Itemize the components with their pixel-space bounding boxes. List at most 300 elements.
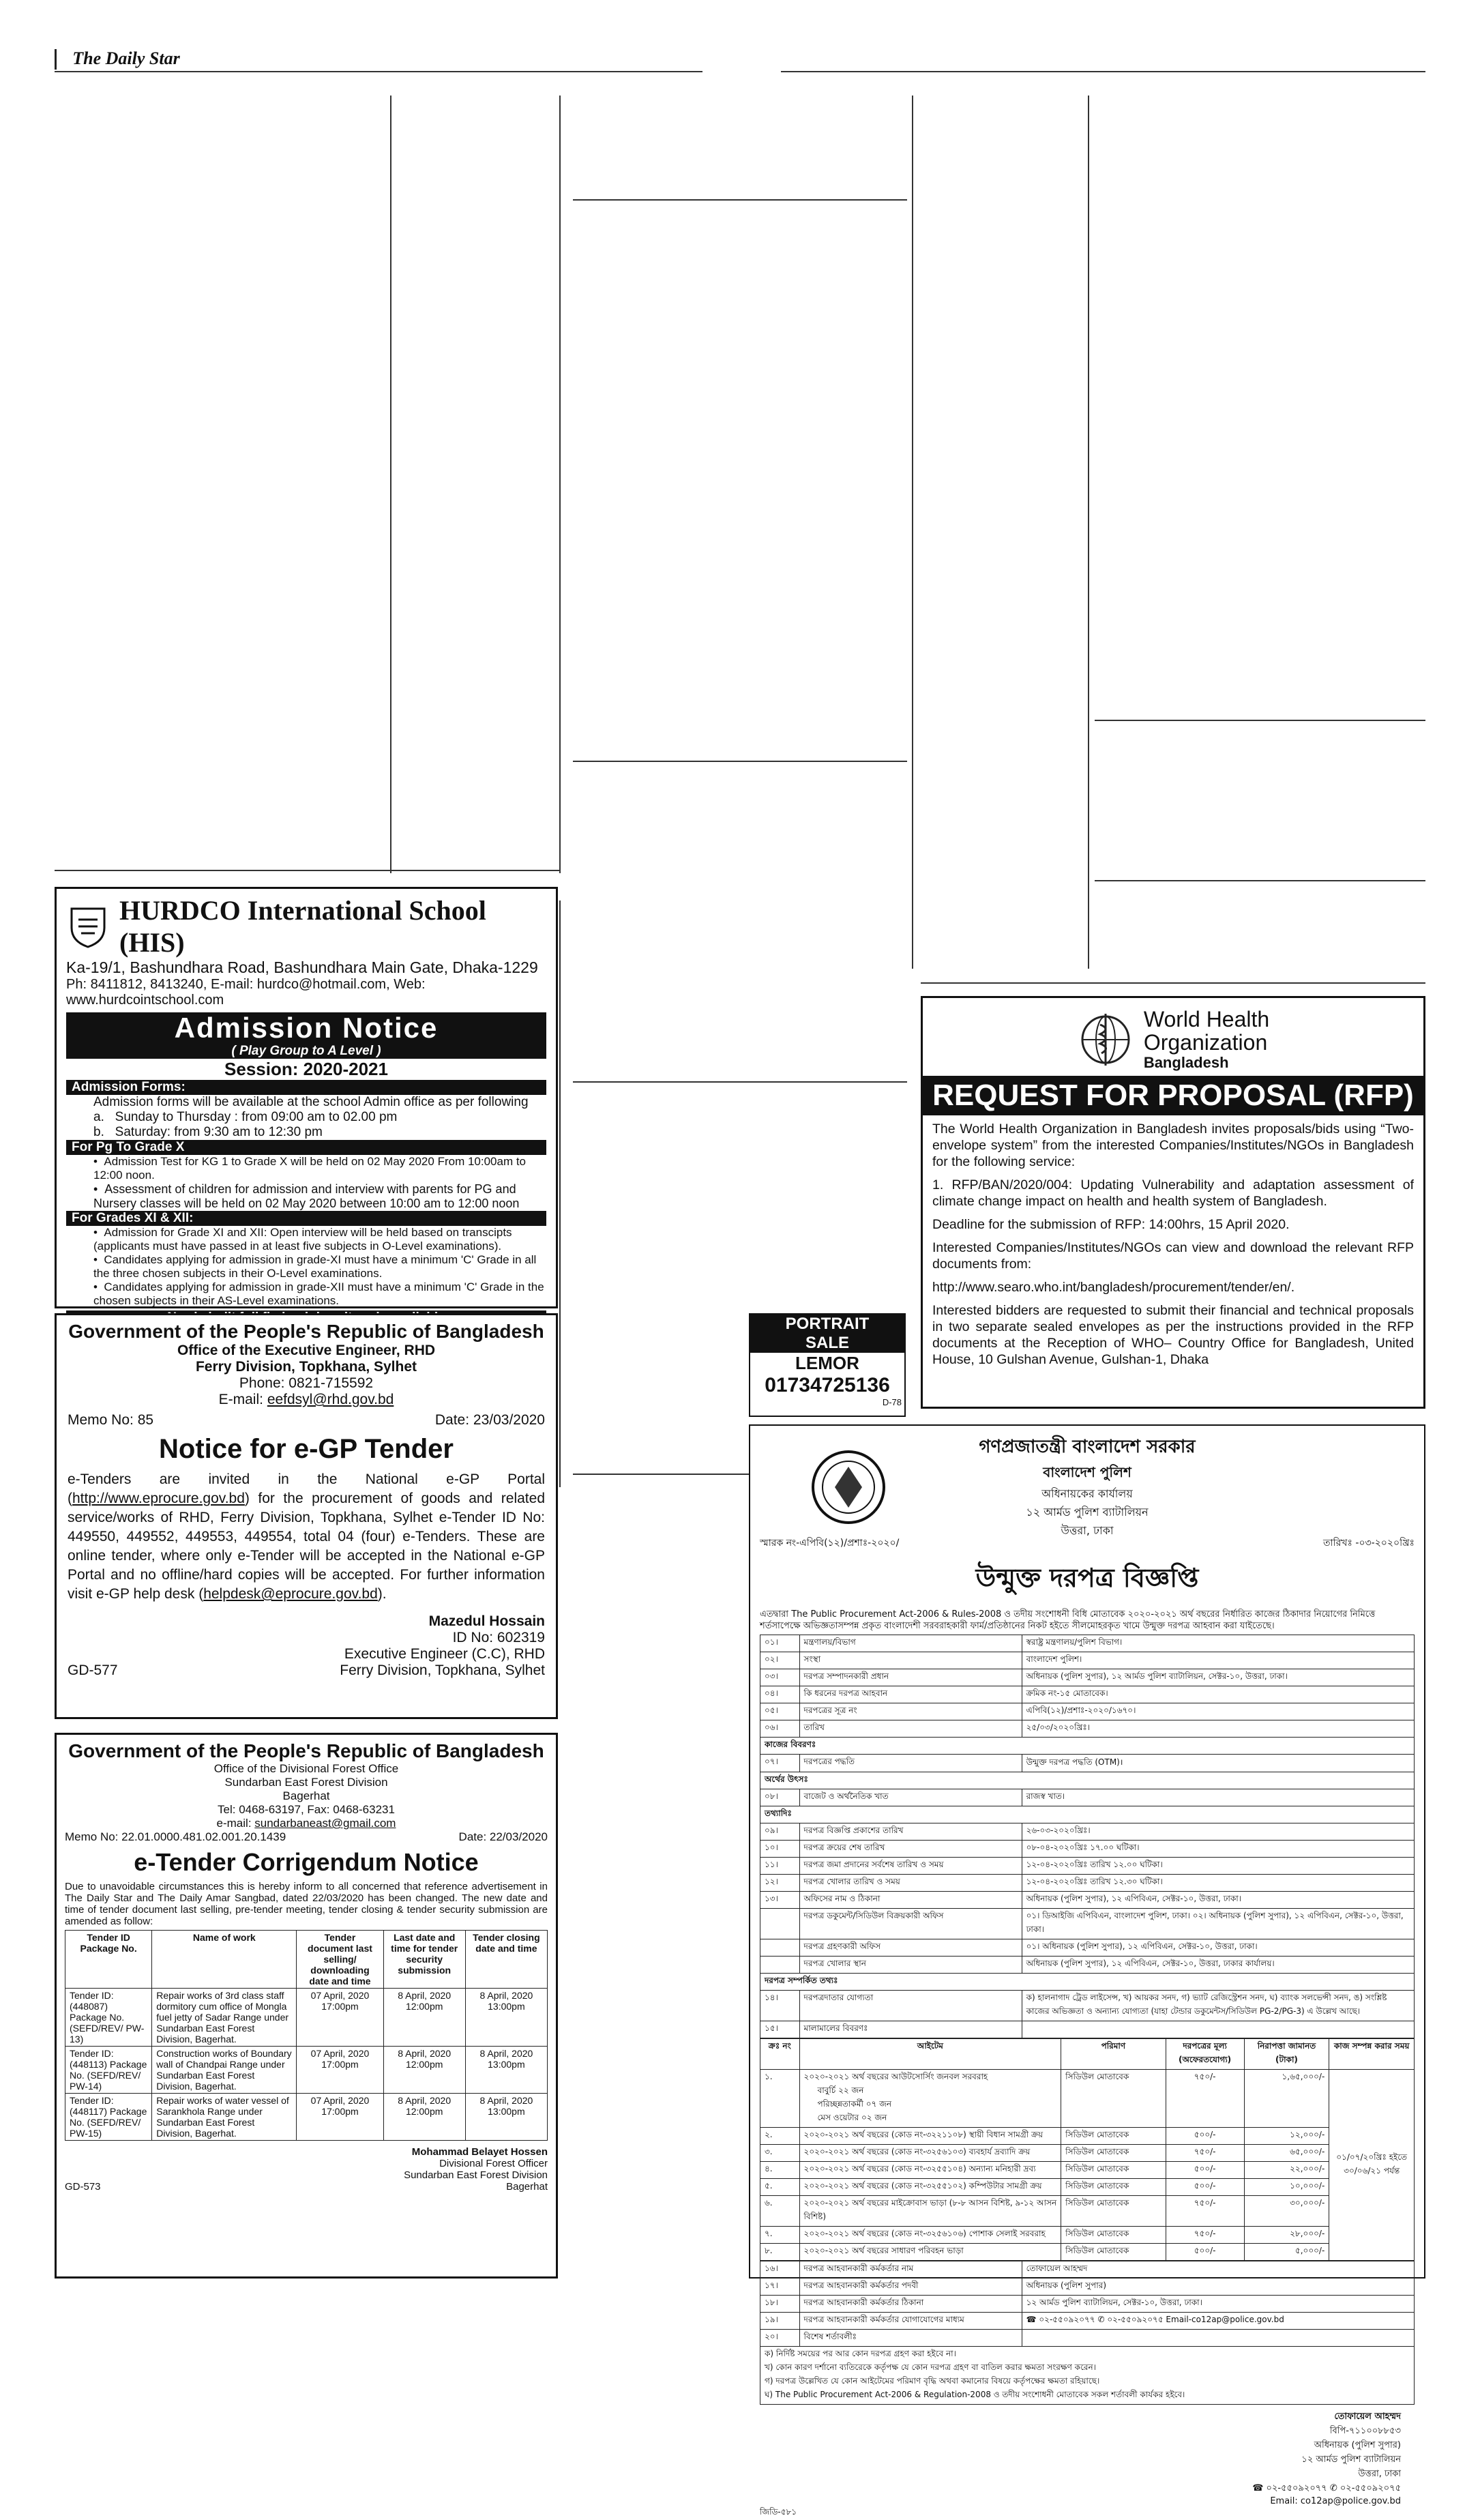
school-address: Ka-19/1, Bashundhara Road, Bashundhara Main Gate, Dhaka-1229 [66, 958, 538, 976]
table-row [65, 2094, 548, 2141]
row-number: ০৮। [760, 1789, 800, 1806]
forest-signer-division: Sundarban East Forest Division [404, 2169, 548, 2181]
table-row [760, 1669, 1415, 1686]
tender-sec: 8 April, 2020 12:00pm [383, 2094, 465, 2141]
row-number: ০৫। [760, 1703, 800, 1720]
row-value: অধিনায়ক (পুলিশ সুপার), ১২ এপিবিএন, সেক্টর-১০, উত্তরা, ঢাকার কার্যালয়। [1022, 1957, 1414, 1974]
portrait-ad [749, 1313, 906, 1417]
rhd-code: GD-577 [68, 1662, 118, 1678]
police-gov: গণপ্রজাতন্ত্রী বাংলাদেশ সরকার [979, 1437, 1196, 1457]
xi-line: • Candidates applying for admission in grade-XII must have a minimum 'C' Grade in the chosen subjects in their AS-Level examinations. [93, 1280, 544, 1307]
row-value: অধিনায়ক (পুলিশ সুপার) [1022, 2279, 1414, 2296]
forest-memo: Memo No: 22.01.0000.481.02.001.20.1439 [65, 1830, 286, 1843]
item-security: ১০,০০০/- [1244, 2179, 1329, 2196]
item-number: ৮. [760, 2244, 800, 2261]
row-label: দরপত্র ডকুমেন্ট/সিডিউল বিক্রয়কারী অফিস [799, 1909, 1022, 1939]
table-row [760, 1652, 1415, 1669]
item-security: ৩০,০০০/- [1244, 2196, 1329, 2227]
admission-subtitle: ( Play Group to A Level ) [66, 1044, 546, 1059]
forest-place: Bagerhat [282, 1789, 330, 1802]
item-name [799, 2128, 1061, 2145]
school-contact: Ph: 8411812, 8413240, E-mail: hurdco@hotmail.com, Web: www.hurdcointschool.com [66, 977, 426, 1008]
table-row [760, 1974, 1415, 1991]
rhd-signer-title: Executive Engineer (C.C), RHD [344, 1646, 545, 1662]
condition-item: ক) নির্দিষ্ট সময়ের পর আর কোন দরপত্র গ্রহণ করা হইবে না। [765, 2349, 956, 2358]
rhd-gov: Government of the People's Republic of Bangladesh [68, 1321, 544, 1342]
item-text: ২০২০-২০২১ অর্থ বছরের (কোড নং-৩২৫৫১০৪) অন্যান্য মনিহারী দ্রব্য [803, 2164, 1036, 2173]
rhd-body-3: ). [377, 1586, 387, 1602]
police-sign-email: Email: co12ap@police.gov.bd [1270, 2496, 1401, 2506]
condition-item: ঘ) The Public Procurement Act-2006 & Regulation-2008 ও তদীয় সংশোধনী মোতাবেক সকল শর্তাবলী কার্যকর হইবে। [765, 2390, 1185, 2399]
forest-title: e-Tender Corrigendum Notice [134, 1848, 479, 1876]
row-value: ১২ আর্মড পুলিশ ব্যাটালিয়ন, সেক্টর-১০, উত্তরা, ঢাকা। [1022, 2296, 1414, 2313]
item-qty: সিডিউল মোতাবেক [1061, 2145, 1166, 2162]
row-label: দরপত্র বিজ্ঞপ্তি প্রকাশের তারিখ [799, 1823, 1022, 1841]
item-sub: মেস ওয়েটার ০২ জন [817, 2113, 887, 2122]
row-label: অফিসের নাম ও ঠিকানা [799, 1892, 1022, 1909]
rhd-email-label: E-mail: [218, 1392, 267, 1407]
row-number: ০৭। [760, 1755, 800, 1772]
school-name: HURDCO International School (HIS) [119, 895, 486, 958]
row-value: এপিবি(১২)/প্রশাঃ-২০২০/১৬৭০। [1022, 1703, 1414, 1720]
table-row [760, 1875, 1415, 1892]
item-price: ৫০০/- [1166, 2162, 1244, 2179]
rhd-email-link[interactable]: eefdsyl@rhd.gov.bd [267, 1392, 394, 1407]
rhd-signer-office: Ferry Division, Topkhana, Sylhet [340, 1662, 545, 1678]
forms-line: a. Sunday to Thursday : from 09:00 am to 02.00 pm [93, 1110, 398, 1124]
who-p6: Interested bidders are requested to submit their financial and technical proposals in two separate sealed envelopes as per the instructions provided in the RFP documents at the Reception of WHO– Country Office for Bangladesh, United House, 10 Gulshan Avenue, Gulshan-1, Dhaka [932, 1303, 1414, 1367]
table-row [760, 2330, 1415, 2347]
row-value: ০১। ডিআইজি এপিবিএন, বাংলাদেশ পুলিশ, ঢাকা। ০২। অধিনায়ক (পুলিশ সুপার), ১২ এপিবিএন, সেক্টর-১০, উত্তরা, ঢাকা। [1022, 1909, 1414, 1939]
table-row [760, 1755, 1415, 1772]
rhd-date: Date: 23/03/2020 [434, 1412, 545, 1428]
table-row [760, 1909, 1415, 1939]
masthead [55, 48, 180, 70]
item-number: ৭. [760, 2227, 800, 2244]
forest-signer-place: Bagerhat [506, 2181, 548, 2193]
police-contact-table [760, 2261, 1415, 2347]
table-row [760, 2244, 1415, 2261]
rule-f [1095, 880, 1425, 881]
row-label: দরপত্রের সূত্র নং [799, 1703, 1022, 1720]
masthead-name: The Daily Star [72, 48, 180, 68]
row-value: ০১। অধিনায়ক (পুলিশ সুপার), ১২ এপিবিএন, সেক্টর-১০, উত্তরা, ঢাকা। [1022, 1939, 1414, 1957]
forest-th: Tender document last selling/ downloading date and time [297, 1931, 383, 1989]
table-row [760, 1703, 1415, 1720]
forest-th: Tender closing date and time [465, 1931, 547, 1989]
forest-email-line [65, 1817, 548, 1830]
admission-title: Admission Notice [66, 1012, 546, 1044]
police-ref: স্মারক নং-এপিবি(১২)/প্রশাঃ-২০২০/ [760, 1538, 900, 1549]
table-row [760, 2021, 1415, 2038]
item-text: ২০২০-২০২১ অর্থ বছরের সাধারণ পরিবহন ভাড়া [803, 2246, 964, 2255]
table-row [760, 1957, 1415, 1974]
police-office: অধিনায়কের কার্যালয় [1041, 1487, 1133, 1500]
table-row [760, 1823, 1415, 1841]
police-battalion: ১২ আর্মড পুলিশ ব্যাটালিয়ন [1026, 1506, 1149, 1519]
row-value: উন্মুক্ত দরপত্র পদ্ধতি (OTM)। [1022, 1755, 1414, 1772]
who-org-1: World Health [1143, 1007, 1270, 1031]
forest-email-label: e-mail: [216, 1817, 255, 1830]
police-sign-id: বিপি-৭১১০০৮৮৫৩ [1329, 2426, 1401, 2436]
row-value: তোফায়েল আহম্মদ [1022, 2261, 1414, 2279]
hurdco-ad [55, 887, 558, 1308]
forms-line: Admission forms will be available at the school Admin office as per following [93, 1095, 529, 1109]
row-value: ১২-০৪-২০২০খ্রিঃ তারিখ ১২.০০ ঘটিকা। [1022, 1858, 1414, 1875]
item-text: ২০২০-২০২১ অর্থ বছরের (কোড নং-৩২২১১০৮) স্থায়ী বিধান সামগ্রী ক্রয় [803, 2130, 1044, 2139]
xi-heading: For Grades XI & XII: [66, 1211, 546, 1226]
item-price: ৭৫০/- [1166, 2227, 1244, 2244]
col-rule-5 [1088, 96, 1089, 969]
row-number: ১৫। [760, 2021, 800, 2038]
row-label: সংস্থা [799, 1652, 1022, 1669]
table-row [760, 2227, 1415, 2244]
item-qty: সিডিউল মোতাবেক [1061, 2070, 1166, 2128]
item-qty: সিডিউল মোতাবেক [1061, 2227, 1166, 2244]
rhd-helpdesk-link[interactable]: helpdesk@eprocure.gov.bd [203, 1586, 378, 1602]
row-value: ০৮-০৪-২০২০খ্রিঃ ১৭.০০ ঘটিকা। [1022, 1841, 1414, 1858]
tender-id: Tender ID: (448087) Package No. (SEFD/REV/ PW-13) [65, 1989, 152, 2047]
rhd-ad [55, 1313, 558, 1719]
forms-heading: Admission Forms: [66, 1080, 546, 1095]
who-ad [921, 996, 1425, 1409]
police-badge-icon [808, 1446, 889, 1528]
row-value: ২৬-০৩-২০২০খ্রিঃ। [1022, 1823, 1414, 1841]
who-country: Bangladesh [1143, 1054, 1229, 1071]
who-p2: 1. RFP/BAN/2020/004: Updating Vulnerability and adaptation assessment of climate change impact on health and health system of Bangladesh. [932, 1177, 1414, 1209]
item-number: ৪. [760, 2162, 800, 2179]
row-number: ০৩। [760, 1669, 800, 1686]
item-qty: সিডিউল মোতাবেক [1061, 2179, 1166, 2196]
row-number: ১৭। [760, 2279, 800, 2296]
pg-line: • Admission Test for KG 1 to Grade X will be held on 02 May 2020 From 10:00am to 12:00 noon. [93, 1155, 527, 1182]
who-link[interactable]: http://www.searo.who.int/bangladesh/procurement/tender/en/. [932, 1280, 1295, 1295]
item-name [799, 2244, 1061, 2261]
row-number: ১৬। [760, 2261, 800, 2279]
rhd-phone: Phone: 0821-715592 [239, 1375, 374, 1391]
row-label: দরপত্র আহবানকারী কর্মকর্তার পদবী [799, 2279, 1022, 2296]
col-rule-4 [912, 96, 913, 969]
forest-date: Date: 22/03/2020 [458, 1830, 548, 1843]
row-value: অধিনায়ক (পুলিশ সুপার), ১২ এপিবিএন, সেক্টর-১০, উত্তরা, ঢাকা। [1022, 1892, 1414, 1909]
police-intro-2: ও তদীয় সংশোধনী বিধি মোতাবেক ২০২০-২০২১ অর্থ বছরের নির্ধারিত কাজের ঠিকাদার নিয়োগের নিমিত্তে শর্তসাপেক্ষে অভিজ্ঞতাসম্পন্ন প্রকৃত বাংলাদেশী সরবরাহকারী ফার্ম/প্রতিষ্ঠানের নিকট হইতে সীলমোহরকৃত খামে উন্মুক্ত দরপত্র আহবান করা যাইতেছে। [760, 1609, 1376, 1631]
row-value: স্বরাষ্ট্র মন্ত্রণালয়/পুলিশ বিভাগ। [1022, 1635, 1414, 1652]
forms-line: b. Saturday: from 9:30 am to 12:30 pm [93, 1125, 323, 1139]
portrait-name: LEMOR [795, 1353, 859, 1373]
item-text: ২০২০-২০২১ অর্থ বছরের (কোড নং-৩২৫৫১০২) কম্পিউটার সামগ্রী ক্রয় [803, 2181, 1042, 2191]
item-qty: সিডিউল মোতাবেক [1061, 2244, 1166, 2261]
row-value: ১২-০৪-২০২০খ্রিঃ তারিখ ১২.৩০ ঘটিকা। [1022, 1875, 1414, 1892]
row-number: ০১। [760, 1635, 800, 1652]
row-number: ০২। [760, 1652, 800, 1669]
tender-doc: 07 April, 2020 17:00pm [297, 1989, 383, 2047]
row-value: বাংলাদেশ পুলিশ। [1022, 1652, 1414, 1669]
rhd-body-2: ) for the procurement of goods and related service/works of RHD, Ferry Division, Topkhana, Sylhet e-Tender ID No: 449550, 449552, 449553, 449554, total 04 (four) e-Tenders. These are online tender, where only e-Tender will be accepted in the National e-GP Portal and no offline/hard copies will be accepted. For further information visit e-GP help desk ( [68, 1491, 545, 1602]
table-row [760, 1841, 1415, 1858]
item-security: ৫,০০০/- [1244, 2244, 1329, 2261]
police-items-table [760, 2038, 1415, 2261]
rhd-signer-id: ID No: 602319 [452, 1630, 545, 1645]
row-value: ক্রমিক নং-১৫ মোতাবেক। [1022, 1686, 1414, 1703]
rhd-email-line [68, 1392, 545, 1408]
rhd-office: Office of the Executive Engineer, RHD [177, 1343, 436, 1358]
police-intro-1: এতদ্বারা [760, 1609, 792, 1620]
row-number: ১৮। [760, 2296, 800, 2313]
row-number: ১৩। [760, 1892, 800, 1909]
table-row [760, 2070, 1415, 2128]
tender-close: 8 April, 2020 13:00pm [465, 2047, 547, 2094]
row-number: ১৯। [760, 2313, 800, 2330]
item-name [799, 2196, 1061, 2227]
police-code: জিডি-৫৮১ [760, 2507, 797, 2517]
table-row [760, 1635, 1415, 1652]
row-number: ০৬। [760, 1720, 800, 1738]
who-emblem-icon [1077, 1011, 1134, 1068]
tender-work: Construction works of Boundary wall of Chandpai Range under Sundarban East Forest Division, Bagerhat. [152, 2047, 297, 2094]
table-row [760, 1806, 1415, 1823]
table-row [760, 1892, 1415, 1909]
row-value [1022, 2021, 1414, 2038]
items-th: দরপত্রের মূল্য (অফেরতযোগ্য) [1166, 2039, 1244, 2070]
forest-gov: Government of the People's Republic of Bangladesh [68, 1740, 544, 1761]
item-security: ২২,০০০/- [1244, 2162, 1329, 2179]
item-sub: বাবুর্চি ২২ জন [817, 2085, 864, 2095]
row-label: দরপত্র খোলার তারিখ ও সময় [799, 1875, 1022, 1892]
row-number: ১২। [760, 1875, 800, 1892]
row-number: ১১। [760, 1858, 800, 1875]
pg-heading: For Pg To Grade X [66, 1140, 546, 1155]
police-sign-name: তোফায়েল আহম্মদ [1334, 2412, 1401, 2422]
forest-th: Tender ID Package No. [65, 1931, 152, 1989]
police-sign-phone: ☎ ০২-৫৫০৯২০৭৭ ✆ ০২-৫৫০৯২০৭৫ [1252, 2483, 1401, 2493]
rhd-division: Ferry Division, Topkhana, Sylhet [195, 1359, 417, 1375]
items-th: কাজ সম্পন্ন করার সময় [1329, 2039, 1415, 2070]
item-price: ৭৫০/- [1166, 2145, 1244, 2162]
tender-doc: 07 April, 2020 17:00pm [297, 2047, 383, 2094]
row-value [1022, 2330, 1414, 2347]
item-sub: পরিচ্ছন্নতাকর্মী ০৭ জন [817, 2099, 892, 2109]
item-text: ২০২০-২০২১ অর্থ বছরের (কোড নং-৩২৫৬১০৬) পোশাক সেলাই সরবরাহ [803, 2229, 1046, 2238]
row-number [760, 1909, 800, 1939]
item-security: ১,৬৫,০০০/- [1244, 2070, 1329, 2128]
police-info-table [760, 1635, 1415, 2038]
item-qty: সিডিউল মোতাবেক [1061, 2128, 1166, 2145]
section-heading: তথ্যাদিঃ [760, 1806, 1415, 1823]
row-value: ☎ ০২-৫৫০৯২০৭৭ ✆ ০২-৫৫০৯২০৭৫ Email-co12ap@police.gov.bd [1022, 2313, 1414, 2330]
tender-sec: 8 April, 2020 12:00pm [383, 1989, 465, 2047]
item-price: ৫০০/- [1166, 2128, 1244, 2145]
item-name [799, 2227, 1061, 2244]
item-number: ৬. [760, 2196, 800, 2227]
police-date: তারিখঃ -০৩-২০২০খ্রিঃ [1323, 1538, 1415, 1549]
section-heading: কাজের বিবরণঃ [760, 1738, 1415, 1755]
row-label: দরপত্র গ্রহণকারী অফিস [799, 1939, 1022, 1957]
item-number: ২. [760, 2128, 800, 2145]
row-label: দরপত্র খোলার স্থান [799, 1957, 1022, 1974]
police-ad [749, 1424, 1425, 2517]
masthead-divider [55, 49, 57, 70]
table-row [760, 1738, 1415, 1755]
items-th: আইটেম [799, 2039, 1061, 2070]
table-row [65, 2047, 548, 2094]
condition-item: খ) কোন কারণ দর্শানো ব্যতিরেকে কর্তৃপক্ষ যে কোন দরপত্র গ্রহণ বা বাতিল করার ক্ষমতা সংরক্ষণ করেন। [765, 2362, 1096, 2372]
rule-a [573, 199, 907, 201]
items-th: পরিমাণ [1061, 2039, 1166, 2070]
row-label: মন্ত্রণালয়/বিভাগ [799, 1635, 1022, 1652]
police-dept: বাংলাদেশ পুলিশ [1043, 1464, 1131, 1480]
col-rule-1 [390, 96, 391, 873]
item-name [799, 2145, 1061, 2162]
tender-work: Repair works of 3rd class staff dormitory cum office of Mongla fuel jetty of Sadar Range under Sundarban East Forest Division, Bagerhat. [152, 1989, 297, 2047]
forest-email-link[interactable]: sundarbaneast@gmail.com [254, 1817, 396, 1830]
table-row [65, 1989, 548, 2047]
item-qty: সিডিউল মোতাবেক [1061, 2162, 1166, 2179]
table-row [760, 2196, 1415, 2227]
item-text: ২০২০-২০২১ অর্থ বছরের (কোড নং-৩২৫৬১০৩) ব্যবহার্য দ্রব্যাদি ক্রয় [803, 2147, 1031, 2156]
who-p3: Deadline for the submission of RFP: 14:00hrs, 15 April 2020. [932, 1217, 1290, 1232]
col-rule-3 [559, 900, 561, 1487]
table-row [760, 2296, 1415, 2313]
table-row [760, 2279, 1415, 2296]
school-crest-icon [66, 905, 110, 948]
col-rule-2 [559, 96, 561, 873]
row-label: দরপত্র আহবানকারী কর্মকর্তার নাম [799, 2261, 1022, 2279]
section-heading: অর্থের উৎসঃ [760, 1772, 1415, 1789]
row-label: দরপত্র সম্পাদনকারী প্রধান [799, 1669, 1022, 1686]
row-number: ০৯। [760, 1823, 800, 1841]
completion-time: ০১/০৭/২০খ্রিঃ হইতে ৩০/০৬/২১ পর্যন্ত [1329, 2070, 1415, 2261]
xi-line: • Admission for Grade XI and XII: Open interview will be held based on transcipts (applicants must have passed in at least five subjects in O-Level examinations). [93, 1226, 512, 1252]
row-label: দরপত্রদাতার যোগ্যতা [799, 1991, 1022, 2021]
who-p4: Interested Companies/Institutes/NGOs can view and download the relevant RFP documents from: [932, 1240, 1414, 1272]
table-row [760, 2128, 1415, 2145]
item-security: ৬৫,০০০/- [1244, 2145, 1329, 2162]
table-row [760, 2261, 1415, 2279]
table-row [760, 1858, 1415, 1875]
row-label: তারিখ [799, 1720, 1022, 1738]
rule-c [573, 1081, 907, 1083]
table-row [760, 1939, 1415, 1957]
police-sign-title: অধিনায়ক (পুলিশ সুপার) [1314, 2440, 1401, 2450]
row-value: ক) হালনাগাদ ট্রেড লাইসেন্স, খ) আয়কর সনদ, গ) ভ্যাট রেজিস্ট্রেশন সনদ, ঘ) ব্যাংক সলভেন্সী সনদ, ঙ) সংশ্লিষ্ট কাজের অভিজ্ঞতা ও অন্যান্য যোগ্যতা (যাহা টেন্ডার ডকুমেন্টস/সিডিউল PG-2/PG-3) এ উল্লেখ আছে। [1022, 1991, 1414, 2021]
tender-work: Repair works of water vessel of Sarankhola Range under Sundarban East Forest Division, Bagerhat. [152, 2094, 297, 2141]
item-number: ১. [760, 2070, 800, 2128]
row-label: বিশেষ শর্তাবলীঃ [799, 2330, 1022, 2347]
tender-close: 8 April, 2020 13:00pm [465, 1989, 547, 2047]
forest-tel: Tel: 0468-63197, Fax: 0468-63231 [218, 1803, 395, 1816]
forest-ad [55, 1733, 558, 2279]
rule-h [921, 982, 1425, 984]
row-label: কি ধরনের দরপত্র আহবান [799, 1686, 1022, 1703]
table-row [760, 2179, 1415, 2196]
pg-line: • Assessment of children for admission and interview with parents for PG and Nursery classes will be held on 02 May 2020 between 10:00 am to 12:00 noon [93, 1182, 520, 1210]
tender-doc: 07 April, 2020 17:00pm [297, 2094, 383, 2141]
police-title: উন্মুক্ত দরপত্র বিজ্ঞপ্তি [975, 1563, 1199, 1593]
tender-id: Tender ID: (448117) Package No. (SEFD/REV/ PW-15) [65, 2094, 152, 2141]
item-price: ৫০০/- [1166, 2244, 1244, 2261]
who-org-2: Organization [1143, 1030, 1268, 1055]
row-label: মালামালের বিবরণঃ [799, 2021, 1022, 2038]
row-number: ১০। [760, 1841, 800, 1858]
rhd-title: Notice for e-GP Tender [159, 1434, 454, 1464]
row-value: রাজস্ব খাত। [1022, 1789, 1414, 1806]
table-row [760, 2162, 1415, 2179]
forest-code: GD-573 [65, 2181, 101, 2193]
item-number: ৫. [760, 2179, 800, 2196]
table-row [760, 1991, 1415, 2021]
table-row [760, 1720, 1415, 1738]
forest-body: Due to unavoidable circumstances this is hereby inform to all concerned that reference advertisement in The Daily Star and The Daily Amar Sangbad, dated 22/03/2020 has been changed. The new date and time of tender document last selling, pre-tender meeting, tender closing & tender security submission are amended as follow: [65, 1881, 548, 1927]
item-name [799, 2162, 1061, 2179]
forest-th: Last date and time for tender security submission [383, 1931, 465, 1989]
row-value: অধিনায়ক (পুলিশ সুপার), ১২ আর্মড পুলিশ ব্যাটালিয়ন, সেক্টর-১০, উত্তরা, ঢাকা। [1022, 1669, 1414, 1686]
police-intro [760, 1609, 1415, 1632]
who-title: REQUEST FOR PROPOSAL (RFP) [923, 1076, 1423, 1115]
section-heading: দরপত্র সম্পর্কিত তথ্যঃ [760, 1974, 1415, 1991]
items-th: নিরাপত্তা জামানত (টাকা) [1244, 2039, 1329, 2070]
portrait-line1: PORTRAIT [750, 1315, 904, 1334]
top-rule-right [781, 71, 1425, 72]
row-label: দরপত্র জমা প্রদানের সর্বশেষ তারিখ ও সময় [799, 1858, 1022, 1875]
police-place: উত্তরা, ঢাকা [1061, 1524, 1114, 1537]
forest-table [65, 1930, 548, 2141]
top-rule-left [55, 71, 702, 72]
item-qty: সিডিউল মোতাবেক [1061, 2196, 1166, 2227]
rhd-portal-link[interactable]: http://www.eprocure.gov.bd [72, 1491, 245, 1506]
item-name [799, 2070, 1061, 2128]
row-number: ১৪। [760, 1991, 800, 2021]
table-row [760, 2313, 1415, 2330]
portrait-line2: SALE [750, 1334, 904, 1353]
table-row [760, 1772, 1415, 1789]
tender-id: Tender ID: (448113) Package No. (SEFD/REV/ PW-14) [65, 2047, 152, 2094]
rule-e [1095, 720, 1425, 721]
rule-b [573, 761, 907, 762]
police-sign-place: উত্তরা, ঢাকা [1358, 2469, 1401, 2479]
tender-sec: 8 April, 2020 12:00pm [383, 2047, 465, 2094]
row-label: দরপত্র আহবানকারী কর্মকর্তার ঠিকানা [799, 2296, 1022, 2313]
row-label: দরপত্র আহবানকারী কর্মকর্তার যোগাযোগের মাধ্যম [799, 2313, 1022, 2330]
item-security: ১২,০০০/- [1244, 2128, 1329, 2145]
police-conditions [760, 2347, 1415, 2405]
tender-close: 8 April, 2020 13:00pm [465, 2094, 547, 2141]
item-name [799, 2179, 1061, 2196]
admission-session: Session: 2020-2021 [224, 1059, 388, 1079]
row-value: ২৫/০৩/২০২০খ্রিঃ। [1022, 1720, 1414, 1738]
item-text: ২০২০-২০২১ অর্থ বছরের আউটসোর্সিং জনবল সরবরাহ [803, 2072, 988, 2081]
item-number: ৩. [760, 2145, 800, 2162]
row-number [760, 1957, 800, 1974]
item-price: ৫০০/- [1166, 2179, 1244, 2196]
rhd-body-1: e-Tenders are invited in the National e-GP Portal ( [68, 1471, 545, 1506]
xi-line: • Candidates applying for admission in grade-XI must have a minimum 'C' Grade in all the three chosen subjects in their O-Level examinations. [93, 1253, 537, 1280]
table-row [760, 1686, 1415, 1703]
rule-g [55, 870, 559, 871]
portrait-phone: 01734725136 [765, 1374, 890, 1396]
row-label: বাজেট ও অর্থনৈতিক খাত [799, 1789, 1022, 1806]
row-number: ০৪। [760, 1686, 800, 1703]
row-number: ২০। [760, 2330, 800, 2347]
condition-item: গ) দরপত্র উল্লেখিত যে কোন আইটেমের পরিমাণ বৃদ্ধি অথবা কমানোর বিষয়ে কর্তৃপক্ষের ক্ষমতা রহিয়াছে। [765, 2376, 1100, 2386]
forest-th: Name of work [152, 1931, 297, 1989]
forest-signer: Mohammad Belayet Hossen [411, 2146, 548, 2158]
row-number [760, 1939, 800, 1957]
items-th: ক্রঃ নং [760, 2039, 800, 2070]
rhd-memo: Memo No: 85 [68, 1412, 154, 1428]
police-intro-en: The Public Procurement Act-2006 & Rules-2008 [791, 1609, 1002, 1620]
item-security: ২৮,০০০/- [1244, 2227, 1329, 2244]
portrait-code: D-78 [882, 1397, 902, 1407]
